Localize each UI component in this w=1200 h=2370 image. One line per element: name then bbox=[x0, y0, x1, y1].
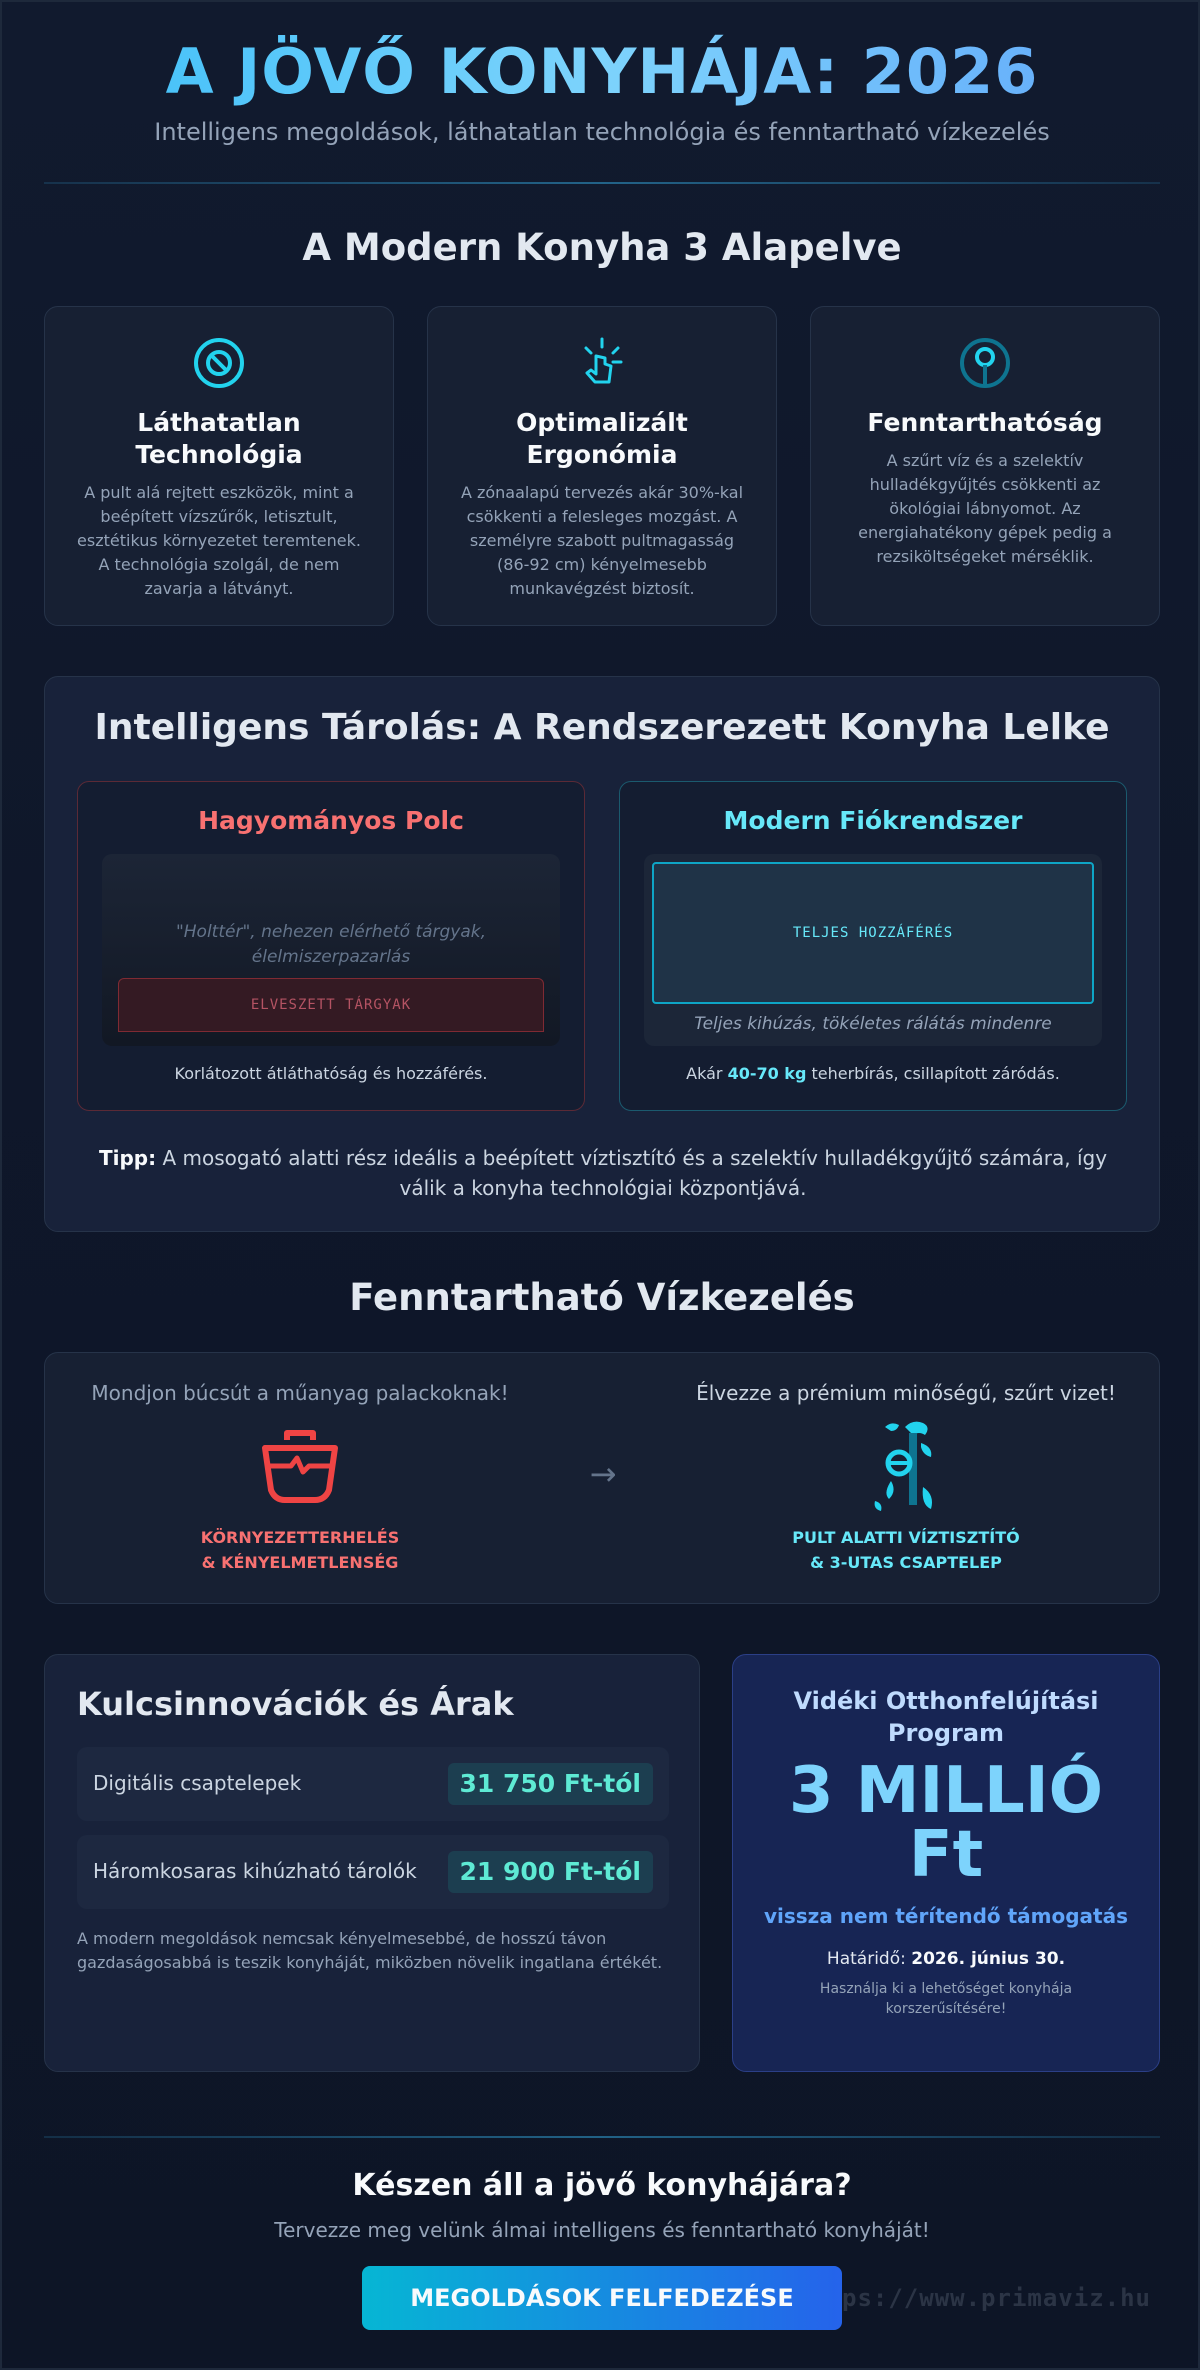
principles-title: A Modern Konyha 3 Alapelve bbox=[302, 226, 902, 269]
shelf-illustration bbox=[102, 854, 560, 1046]
left-prompt: Mondjon búcsút a műanyag palackoknak! bbox=[91, 1381, 509, 1405]
traditional-shelf-caption: Korlátozott átláthatóság és hozzáférés. bbox=[174, 1064, 488, 1083]
price-label: Digitális csaptelepek bbox=[93, 1771, 302, 1795]
caption-highlight: 40-70 kg bbox=[727, 1064, 807, 1083]
water-section bbox=[44, 1352, 1160, 1604]
eye-slash-icon bbox=[71, 333, 367, 393]
drawer-visual-text: Teljes kihúzás, tökéletes rálátás mindenre bbox=[694, 1014, 1052, 1034]
divider bbox=[44, 182, 1160, 184]
page-title: A JÖVŐ KONYHÁJA: 2026 bbox=[2, 32, 1200, 112]
modern-drawer-title: Modern Fiókrendszer bbox=[723, 806, 1023, 835]
shelf-visual-text: "Holttér", nehezen elérhető tárgyak, élelmiszerpazarlás bbox=[175, 922, 487, 967]
caption-after: teherbírás, csillapított záródás. bbox=[806, 1064, 1060, 1083]
left-label-1: KÖRNYEZETTERHELÉS bbox=[200, 1528, 400, 1547]
tip-label: Tipp: bbox=[98, 1146, 157, 1170]
left-label-2: & KÉNYELMETLENSÉG bbox=[201, 1553, 399, 1572]
innovations-card bbox=[44, 1654, 700, 2072]
traditional-shelf-card bbox=[77, 781, 585, 1111]
principle-text: A szűrt víz és a szelektív hulladékgyűjtés csökkenti az ökológiai lábnyomot. Az energiahatékony gépek pedig a rezsiköltségeket mérséklik. bbox=[858, 451, 1112, 566]
water-filter-tap-icon bbox=[671, 1417, 1141, 1517]
program-deadline bbox=[733, 1949, 1159, 1969]
arrow-right-icon: → bbox=[589, 1455, 617, 1493]
principle-text: A zónaalapú tervezés akár 30%-kal csökkenti a felesleges mozgást. A személyre szabott pultmagasság (86-92 cm) kényelmesebb munkavégzést biztosít. bbox=[460, 483, 744, 598]
caption-before: Akár bbox=[686, 1064, 728, 1083]
price-value: 31 750 Ft-tól bbox=[448, 1763, 653, 1805]
principle-card-invisible-tech bbox=[44, 306, 394, 626]
drawer-illustration bbox=[644, 854, 1102, 1046]
program-title: Vidéki Otthonfelújítási Program bbox=[793, 1687, 1099, 1747]
innovations-note: A modern megoldások nemcsak kényelmesebbé, de hosszú távon gazdaságosabbá is teszik konyháját, miközben növelik ingatlana értékét. bbox=[77, 1929, 663, 1972]
traditional-shelf-title: Hagyományos Polc bbox=[198, 806, 464, 835]
price-row bbox=[77, 1835, 669, 1909]
program-note: Használja ki a lehetőséget konyhája korszerűsítésére! bbox=[819, 1981, 1073, 2017]
principle-title: Láthatatlan Technológia bbox=[135, 408, 303, 469]
program-grant: vissza nem térítendő támogatás bbox=[763, 1904, 1129, 1928]
principle-card-sustainability bbox=[810, 306, 1160, 626]
principle-card-ergonomics bbox=[427, 306, 777, 626]
water-title: Fenntartható Vízkezelés bbox=[349, 1276, 855, 1319]
right-label-2: & 3-UTAS CSAPTELEP bbox=[810, 1553, 1002, 1572]
deadline-label: Határidő: bbox=[826, 1949, 912, 1969]
header bbox=[2, 32, 1200, 146]
storage-section bbox=[44, 676, 1160, 1232]
watermark: ps://www.primaviz.hu bbox=[842, 2284, 1151, 2312]
filtered-water-column bbox=[671, 1381, 1141, 1575]
innovations-title: Kulcsinnovációk és Árak bbox=[77, 1685, 514, 1723]
lost-items-label: ELVESZETT TÁRGYAK bbox=[118, 978, 544, 1032]
modern-drawer-caption bbox=[620, 1064, 1126, 1083]
right-prompt: Élvezze a prémium minőségű, szűrt vizet! bbox=[696, 1381, 1116, 1405]
principle-title: Optimalizált Ergonómia bbox=[516, 408, 688, 469]
explore-solutions-button[interactable]: MEGOLDÁSOK FELFEDEZÉSE bbox=[362, 2266, 842, 2330]
price-row bbox=[77, 1747, 669, 1821]
cta-subtitle: Tervezze meg velünk álmai intelligens és fenntartható konyháját! bbox=[274, 2218, 930, 2242]
renovation-program-card bbox=[732, 1654, 1160, 2072]
storage-tip bbox=[85, 1143, 1121, 1203]
deadline-value: 2026. június 30. bbox=[911, 1949, 1066, 1969]
tip-text: A mosogató alatti rész ideális a beépített víztisztító és a szelektív hulladékgyűjtő számára, így válik a konyha technológiai központjává. bbox=[156, 1146, 1108, 1200]
plastic-bottles-column bbox=[65, 1381, 535, 1575]
program-currency: Ft bbox=[908, 1818, 984, 1892]
principle-title: Fenntarthatóság bbox=[867, 408, 1103, 437]
hand-pointer-icon bbox=[454, 333, 750, 393]
drawer-label: TELJES HOZZÁFÉRÉS bbox=[652, 862, 1094, 1004]
price-value: 21 900 Ft-tól bbox=[448, 1851, 653, 1893]
storage-title: Intelligens Tárolás: A Rendszerezett Konyha Lelke bbox=[94, 707, 1110, 748]
price-label: Háromkosaras kihúzható tárolók bbox=[93, 1859, 417, 1883]
right-label-1: PULT ALATTI VÍZTISZTÍTÓ bbox=[792, 1528, 1020, 1547]
program-amount: 3 MILLIÓ bbox=[788, 1754, 1104, 1828]
page-subtitle: Intelligens megoldások, láthatatlan technológia és fenntartható vízkezelés bbox=[154, 118, 1050, 146]
divider bbox=[44, 2136, 1160, 2138]
leaf-icon bbox=[837, 333, 1133, 393]
principle-text: A pult alá rejtett eszközök, mint a beépített vízszűrők, letisztult, esztétikus környezetet teremtenek. A technológia szolgál, de nem zavarja a látványt. bbox=[77, 483, 361, 598]
cta-title: Készen áll a jövő konyhájára? bbox=[352, 2168, 852, 2203]
modern-drawer-card bbox=[619, 781, 1127, 1111]
bag-icon bbox=[65, 1417, 535, 1517]
